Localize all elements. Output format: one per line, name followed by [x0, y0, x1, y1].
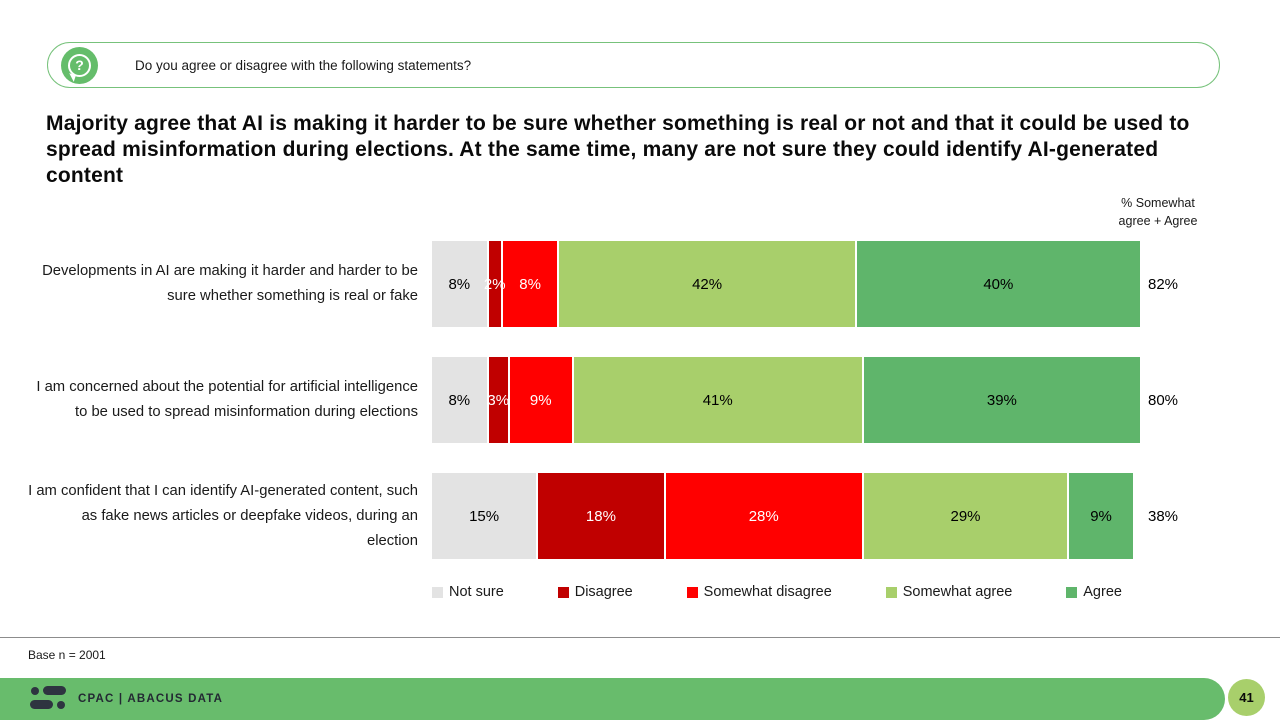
bar-segment-disagree: [538, 473, 665, 559]
segment-value-label: 40%: [983, 275, 1014, 293]
legend-swatch-icon: [886, 587, 897, 598]
legend-label: Somewhat agree: [902, 584, 1013, 600]
brand-text: CPAC | ABACUS DATA: [78, 693, 224, 705]
stacked-bar: [432, 357, 1140, 443]
bar-segment-agree: [857, 241, 1140, 327]
stacked-bar-chart: [28, 241, 1258, 589]
row-category-label: Developments in AI are making it harder and harder to be sure whether something is real or fake: [42, 263, 418, 304]
bar-segment-somewhat-disagree: [510, 357, 574, 443]
row-total-label: 82%: [1148, 275, 1179, 293]
question-text: Do you agree or disagree with the following statements?: [135, 57, 472, 73]
bar-segment-somewhat-agree: [559, 241, 856, 327]
bar-segment-agree: [1069, 473, 1133, 559]
legend-label: Disagree: [574, 584, 633, 600]
segment-value-label: 3%: [487, 391, 510, 409]
summary-header-line2: agree + Agree: [1118, 214, 1198, 228]
segment-value-label: 9%: [1090, 507, 1112, 525]
legend-label: Agree: [1083, 584, 1122, 600]
page-title: Majority agree that AI is making it harder to be sure whether something is real or not and that it could be used to spread misinformation during elections. At the same time, many are not sure they could identify AI-generated content: [46, 112, 1190, 187]
row-category-label: I am concerned about the potential for artificial intelligence to be used to spread misinformation during elections: [36, 379, 418, 420]
bar-segment-disagree: [489, 357, 510, 443]
question-mark-glyph: ?: [68, 54, 91, 77]
page-number: 41: [1239, 690, 1254, 705]
legend-swatch-icon: [1066, 587, 1077, 598]
segment-value-label: 8%: [448, 275, 471, 293]
chart-row: [28, 473, 1258, 559]
legend: [432, 584, 1122, 600]
stacked-bar: [432, 473, 1140, 559]
stacked-bar: [432, 241, 1140, 327]
bar-segment-disagree: [483, 241, 506, 327]
summary-column-header: [1100, 194, 1216, 230]
legend-item-agree: [1066, 584, 1122, 600]
bar-segment-not-sure: [432, 241, 489, 327]
bar-segment-somewhat-disagree: [666, 473, 864, 559]
footer-bar: [0, 678, 1225, 720]
row-total-label: 38%: [1148, 507, 1179, 525]
segment-value-label: 9%: [529, 391, 552, 409]
summary-header-line1: % Somewhat: [1121, 196, 1195, 210]
bar-segment-somewhat-agree: [574, 357, 864, 443]
legend-item-somewhat-disagree: [687, 584, 832, 600]
segment-value-label: 42%: [692, 275, 723, 293]
segment-value-label: 28%: [748, 507, 779, 525]
row-total-label: 80%: [1148, 391, 1179, 409]
chart-row: [28, 241, 1258, 327]
legend-label: Somewhat disagree: [703, 584, 832, 600]
speech-tail: [67, 73, 76, 82]
legend-item-somewhat-agree: [886, 584, 1013, 600]
bar-segment-somewhat-agree: [864, 473, 1069, 559]
segment-value-label: 2%: [483, 275, 506, 293]
question-pill: [47, 42, 1220, 88]
legend-swatch-icon: [432, 587, 443, 598]
bar-segment-somewhat-disagree: [503, 241, 560, 327]
page-number-badge: [1228, 679, 1265, 716]
segment-value-label: 29%: [950, 507, 981, 525]
segment-value-label: 41%: [702, 391, 733, 409]
chart-row: [28, 357, 1258, 443]
bar-segment-not-sure: [432, 473, 538, 559]
row-category-label: I am confident that I can identify AI-generated content, such as fake news articles or deepfake videos, during an election: [28, 482, 418, 549]
bar-segment-agree: [864, 357, 1140, 443]
base-n-footnote: Base n = 2001: [28, 648, 106, 662]
segment-value-label: 18%: [585, 507, 616, 525]
segment-value-label: 8%: [448, 391, 471, 409]
question-bubble-icon: [61, 47, 98, 84]
legend-item-not-sure: [432, 584, 504, 600]
segment-value-label: 39%: [986, 391, 1017, 409]
footer-divider: [0, 637, 1280, 638]
bar-segment-not-sure: [432, 357, 489, 443]
segment-value-label: 15%: [469, 507, 500, 525]
cpac-abacus-logo-icon: [30, 686, 66, 712]
legend-item-disagree: [558, 584, 633, 600]
legend-label: Not sure: [449, 584, 504, 600]
segment-value-label: 8%: [519, 275, 541, 293]
legend-swatch-icon: [558, 587, 569, 598]
legend-swatch-icon: [687, 587, 698, 598]
